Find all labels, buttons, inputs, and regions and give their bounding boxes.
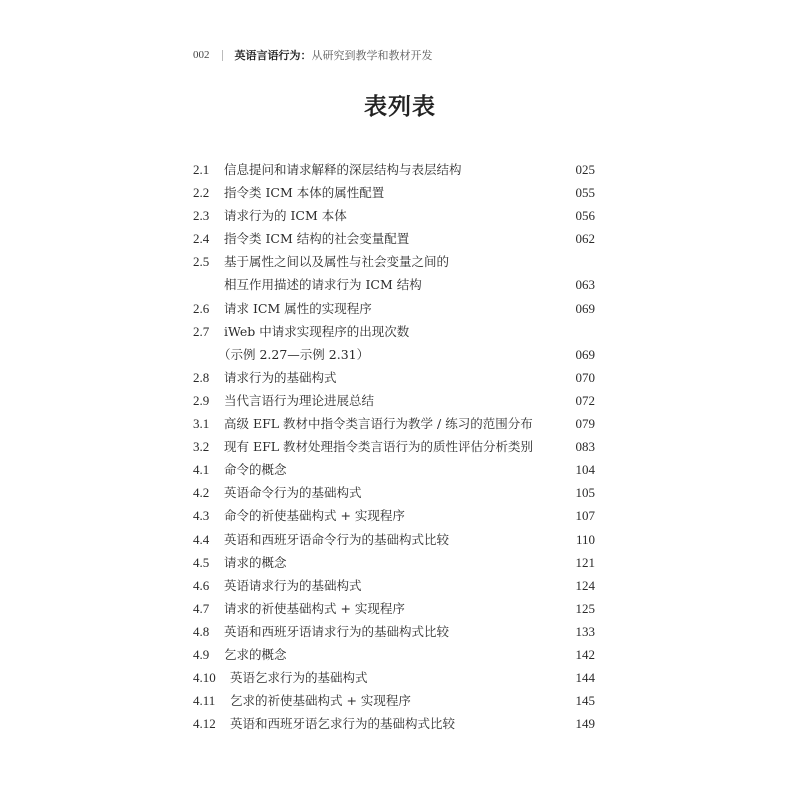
toc-entry[interactable] bbox=[193, 412, 595, 435]
toc-entry-page: 145 bbox=[575, 693, 595, 709]
toc-entry[interactable] bbox=[193, 643, 595, 666]
toc-entry-continuation[interactable] bbox=[193, 273, 595, 296]
toc-entry-number: 3.1 bbox=[193, 416, 210, 432]
toc-entry-page: 104 bbox=[575, 462, 595, 478]
toc-entry-title: 英语乞求行为的基础构式 bbox=[230, 670, 368, 686]
toc-entry[interactable] bbox=[193, 389, 595, 412]
toc-entry-page: 083 bbox=[575, 439, 595, 455]
toc-entry-title: 信息提问和请求解释的深层结构与表层结构 bbox=[224, 162, 462, 177]
toc-entry-number: 2.2 bbox=[193, 185, 210, 201]
toc-entry-page: 062 bbox=[575, 231, 595, 247]
toc-entry-title: 请求的祈使基础构式 + 实现程序 bbox=[224, 600, 405, 616]
toc-entry-page: 069 bbox=[575, 300, 595, 316]
toc-entry[interactable] bbox=[193, 574, 595, 597]
toc-entry-number: 4.12 bbox=[193, 716, 216, 732]
toc-entry[interactable] bbox=[193, 250, 595, 273]
toc-entry-number: 2.1 bbox=[193, 162, 210, 177]
toc-entry-page: 055 bbox=[575, 185, 595, 201]
toc-entry-title: 请求行为的 ICM 本体 bbox=[224, 208, 347, 224]
toc-entry[interactable] bbox=[193, 181, 595, 204]
toc-entry-title: 英语命令行为的基础构式 bbox=[224, 485, 362, 501]
toc-entry-title: 请求 ICM 属性的实现程序 bbox=[224, 300, 372, 316]
toc-entry-number: 4.2 bbox=[193, 485, 210, 501]
toc-entry-title: 英语和西班牙语乞求行为的基础构式比较 bbox=[230, 716, 456, 732]
toc-entry-page: 070 bbox=[575, 369, 595, 385]
toc-entry[interactable] bbox=[193, 458, 595, 481]
header-divider bbox=[222, 50, 223, 61]
toc-entry-number: 2.9 bbox=[193, 392, 210, 408]
toc-entry-title: 乞求的概念 bbox=[224, 646, 287, 662]
toc-entry-title: 指令类 ICM 本体的属性配置 bbox=[224, 185, 385, 201]
toc-entry-title: 乞求的祈使基础构式 + 实现程序 bbox=[230, 693, 411, 709]
toc-entry-title: 英语请求行为的基础构式 bbox=[224, 577, 362, 593]
toc-entry-number: 2.5 bbox=[193, 254, 210, 270]
toc-entry-page: 079 bbox=[575, 416, 595, 432]
toc-entry-page: 105 bbox=[575, 485, 595, 501]
toc-entry-title: 当代言语行为理论进展总结 bbox=[224, 392, 375, 408]
page-title: 表列表 bbox=[364, 93, 436, 120]
toc-entry-number: 4.6 bbox=[193, 577, 210, 593]
toc-entry-number: 2.7 bbox=[193, 323, 210, 339]
toc-entry-title: 命令的概念 bbox=[224, 462, 287, 478]
running-header bbox=[193, 47, 433, 63]
toc-entry-continuation[interactable] bbox=[193, 343, 595, 366]
toc-entry[interactable] bbox=[193, 620, 595, 643]
toc-entry[interactable] bbox=[193, 689, 595, 712]
book-title-main: 英语言语行为： bbox=[234, 49, 312, 62]
toc-entry-number: 2.6 bbox=[193, 300, 210, 316]
toc-entry-title: （示例 2.27—示例 2.31） bbox=[218, 346, 370, 362]
toc-entry-number: 4.4 bbox=[193, 531, 210, 547]
toc-entry-number: 4.8 bbox=[193, 623, 210, 639]
toc-entry[interactable] bbox=[193, 366, 595, 389]
toc-entry[interactable] bbox=[193, 435, 595, 458]
toc-entry-page: 124 bbox=[575, 577, 595, 593]
toc-entry-number: 4.1 bbox=[193, 462, 210, 478]
toc-entry[interactable] bbox=[193, 551, 595, 574]
toc-entry-number: 4.10 bbox=[193, 670, 216, 686]
toc-entry-number: 2.8 bbox=[193, 369, 210, 385]
toc-entry-title: 英语和西班牙语命令行为的基础构式比较 bbox=[224, 531, 450, 547]
toc-entry-page: 072 bbox=[575, 392, 595, 408]
toc-entry[interactable] bbox=[193, 481, 595, 504]
toc-entry[interactable] bbox=[193, 227, 595, 250]
toc-entry[interactable] bbox=[193, 320, 595, 343]
toc-entry-number: 4.11 bbox=[193, 693, 216, 709]
toc-entry-number: 3.2 bbox=[193, 439, 210, 455]
toc-entry-title: 高级 EFL 教材中指令类言语行为教学 / 练习的范围分布 bbox=[224, 416, 533, 432]
toc-entry-page: 149 bbox=[575, 716, 595, 732]
toc-entry-title: 现有 EFL 教材处理指令类言语行为的质性评估分析类别 bbox=[224, 439, 534, 455]
toc-entry-number: 4.5 bbox=[193, 554, 210, 570]
toc-entry-title: iWeb 中请求实现程序的出现次数 bbox=[224, 323, 410, 339]
book-title-subtitle: 从研究到教学和教材开发 bbox=[311, 49, 433, 62]
toc-entry-page: 110 bbox=[575, 531, 595, 547]
toc-entry[interactable] bbox=[193, 204, 595, 227]
toc-entry-number: 2.4 bbox=[193, 231, 210, 247]
toc-entry-number: 4.7 bbox=[193, 600, 210, 616]
toc-entry-title: 英语和西班牙语请求行为的基础构式比较 bbox=[224, 623, 450, 639]
table-list bbox=[193, 158, 595, 735]
toc-entry-title: 指令类 ICM 结构的社会变量配置 bbox=[224, 231, 410, 247]
toc-entry[interactable] bbox=[193, 158, 595, 181]
toc-entry-title: 命令的祈使基础构式 + 实现程序 bbox=[224, 508, 405, 524]
toc-entry-title: 请求行为的基础构式 bbox=[224, 369, 337, 385]
toc-entry[interactable] bbox=[193, 712, 595, 735]
toc-entry-number: 4.9 bbox=[193, 646, 210, 662]
toc-entry-page: 063 bbox=[575, 277, 595, 293]
toc-entry[interactable] bbox=[193, 666, 595, 689]
toc-entry[interactable] bbox=[193, 597, 595, 620]
toc-entry-page: 025 bbox=[575, 162, 595, 177]
toc-entry[interactable] bbox=[193, 528, 595, 551]
toc-entry-page: 107 bbox=[575, 508, 595, 524]
page-number: 002 bbox=[193, 49, 210, 61]
toc-entry-title: 基于属性之间以及属性与社会变量之间的 bbox=[224, 254, 450, 270]
toc-entry-page: 133 bbox=[575, 623, 595, 639]
toc-entry-page: 142 bbox=[575, 646, 595, 662]
toc-entry-title: 请求的概念 bbox=[224, 554, 287, 570]
toc-entry-page: 125 bbox=[575, 600, 595, 616]
toc-entry-page: 121 bbox=[575, 554, 595, 570]
toc-entry-number: 2.3 bbox=[193, 208, 210, 224]
toc-entry-page: 144 bbox=[575, 670, 595, 686]
toc-entry[interactable] bbox=[193, 297, 595, 320]
toc-entry[interactable] bbox=[193, 504, 595, 527]
toc-entry-title: 相互作用描述的请求行为 ICM 结构 bbox=[224, 277, 422, 293]
toc-entry-page: 056 bbox=[575, 208, 595, 224]
toc-entry-page: 069 bbox=[575, 346, 595, 362]
toc-entry-number: 4.3 bbox=[193, 508, 210, 524]
